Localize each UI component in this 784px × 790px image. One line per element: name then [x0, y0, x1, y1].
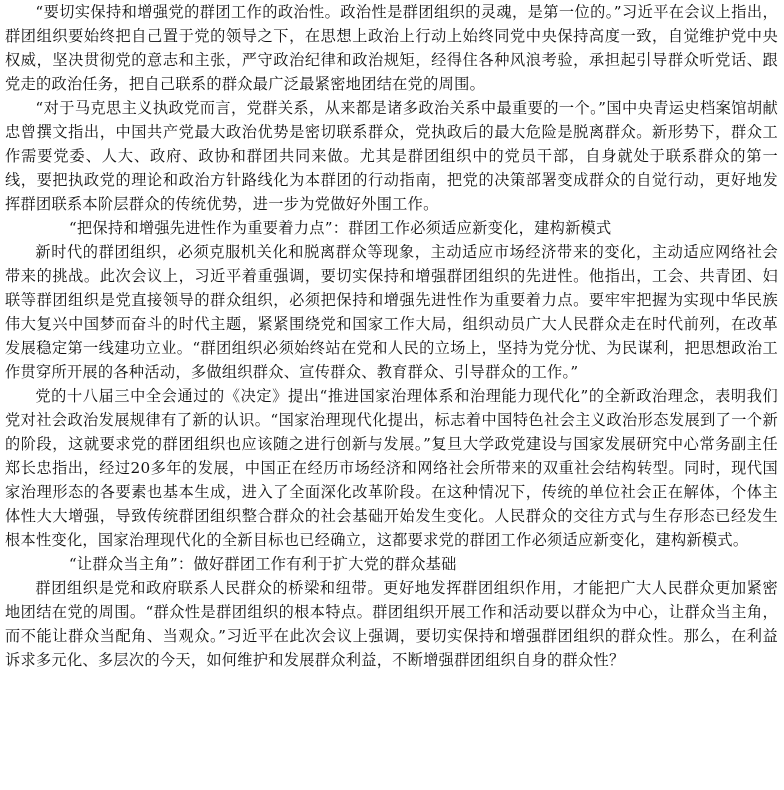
paragraph-political-nature: “要切实保持和增强党的群团工作的政治性。政治性是群团组织的灵魂，是第一位的。”习近平在会议上指出，群团组织要始终把自己置于党的领导之下，在思想上政治上行动上始终同党中央保持高度一致，自觉维护党中央权威，坚决贯彻党的意志和主张，严守政治纪律和政治规矩，经得住各种风浪考验，承担起引导群众听党话、跟党走的政治任务，把自己联系的群众最广泛最紧密地团结在党的周围。 [5, 3, 778, 93]
paragraph-governance-modernization: 党的十八届三中全会通过的《决定》提出“推进国家治理体系和治理能力现代化”的全新政治理念，表明我们党对社会政治发展规律有了新的认识。“国家治理现代化提出，标志着中国特色社会主义政治形态发展到了一个新的阶段，这就要求党的群团组织也应该随之进行创新与发展。”复旦大学政党建设与国家发展研究中心常务副主任郑长忠指出，经过20多年的发展，中国正在经历市场经济和网络社会所带来的双重社会结构转型。同时，现代国家治理形态的各要素也基本生成，进入了全面深化改革阶段。在这种情况下，传统的单位社会正在解体，个体主体性大大增强，导致传统群团组织整合群众的社会基础开始发生变化。人民群众的交往方式与生存形态已经发生根本性变化，国家治理现代化的全新目标也已经确立，这都要求党的群团工作必须适应新变化，建构新模式。 [5, 387, 778, 549]
section-heading-masses-protagonist: “让群众当主角”：做好群团工作有利于扩大党的群众基础 [68, 555, 457, 573]
paragraph-party-mass-relations: “对于马克思主义执政党而言，党群关系，从来都是诸多政治关系中最重要的一个。”国中央青运史档案馆胡献忠曾撰文指出，中国共产党最大政治优势是密切联系群众，党执政后的最大危险是脱离群众。新形势下，群众工作需要党委、人大、政府、政协和群团共同来做。尤其是群团组织中的党员干部，自身就处于联系群众的第一线，要把执政党的理论和政治方针路线化为本群团的行动指南，把党的决策部署变成群众的自觉行动，更好地发挥群团联系本阶层群众的传统优势，进一步为党做好外围工作。 [5, 99, 778, 213]
paragraph-new-era-groups: 新时代的群团组织，必须克服机关化和脱离群众等现象，主动适应市场经济带来的变化，主动适应网络社会带来的挑战。此次会议上，习近平着重强调，要切实保持和增强群团组织的先进性。他指出，工会、共青团、妇联等群团组织是党直接领导的群众组织，必须把保持和增强先进性作为重要着力点。要牢牢把握为实现中华民族伟大复兴中国梦而奋斗的时代主题，紧紧围绕党和国家工作大局，组织动员广大人民群众走在时代前列，在改革发展稳定第一线建功立业。“群团组织必须始终站在党和人民的立场上，坚持为党分忧、为民谋利，把思想政治工作贯穿所开展的各种活动，多做组织群众、宣传群众、教育群众、引导群众的工作。” [5, 243, 778, 381]
section-heading-advancement: “把保持和增强先进性作为重要着力点”：群团工作必须适应新变化，建构新模式 [68, 219, 612, 237]
paragraph-mass-character: 群团组织是党和政府联系人民群众的桥梁和纽带。更好地发挥群团组织作用，才能把广大人民群众更加紧密地团结在党的周围。“群众性是群团组织的根本特点。群团组织开展工作和活动要以群众为中心，让群众当主角，而不能让群众当配角、当观众。”习近平在此次会议上强调，要切实保持和增强群团组织的群众性。那么，在利益诉求多元化、多层次的今天，如何维护和发展群众利益，不断增强群团组织自身的群众性？ [5, 579, 778, 669]
